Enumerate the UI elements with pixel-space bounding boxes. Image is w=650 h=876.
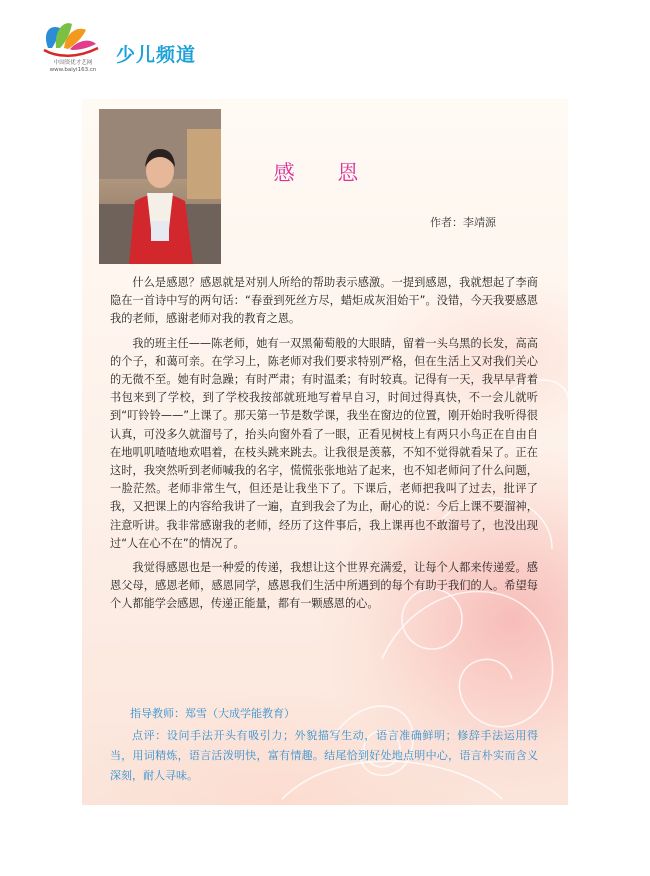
essay-paragraph: 什么是感恩？感恩就是对别人所给的帮助表示感激。一提到感恩，我就想起了李商隐在一首诗中写的两句话：“春蚕到死丝方尽，蜡炬成灰泪始干”。没错，今天我要感恩我的老师，感谢老师对我的教育之恩。 xyxy=(110,276,538,326)
teacher-credit: 指导教师：郑雪（大成学能教育） xyxy=(130,707,295,720)
channel-title[interactable]: 少儿频道 xyxy=(116,44,197,66)
essay-title: 感 恩 xyxy=(273,161,377,185)
essay-paragraph: 我的班主任——陈老师，她有一双黑葡萄般的大眼睛，留着一头乌黑的长发，高高的个子，和蔼可亲。在学习上，陈老师对我们要求特别严格，但在生活上又对我们关心的无微不至。她有时急躁；有时严肃；有时温柔；有时较真。记得有一天，我早早背着书包来到了学校，到了学校我按部就班地写着早自习，时间过得真快，不一会儿就听到“叮铃铃——”上课了。那天第一节是数学课，我坐在窗边的位置，刚开始时我听得很认真，可没多久就溜号了，抬头向窗外看了一眼，正看见树枝上有两只小鸟正在自由自在地叽叽喳喳地欢唱着，在枝头跳来跳去。让我很是羡慕，不知不觉得就看呆了。正在这时，我突然听到老师喊我的名字，慌慌张张地站了起来，也不知老师问了什么问题，一脸茫然。老师非常生气，但还是让我坐下了。下课后，老师把我叫了过去，批评了我，又把课上的内容给我讲了一遍，直到我会了为止，耐心的说：今后上课不要溜神，注意听讲。我非常感谢我的老师，经历了这件事后，我上课再也不敢溜号了，也没出现过“人在心不在”的情况了。 xyxy=(110,336,538,550)
logo-site-url: www.baiyi163.cn xyxy=(49,66,97,73)
site-logo-icon[interactable] xyxy=(38,18,102,64)
essay-author: 作者：李靖源 xyxy=(430,216,496,229)
essay-body xyxy=(110,274,538,620)
logo-site-name: 中国资优才艺网 xyxy=(53,60,93,66)
site-logo-text xyxy=(38,60,108,73)
essay-paragraph: 我觉得感恩也是一种爱的传递，我想让这个世界充满爱，让每个人都来传递爱。感恩父母，感恩老师，感恩同学，感恩我们生活中所遇到的每个有助于我们的人。希望每个人都能学会感恩，传递正能量，都有一颗感恩的心。 xyxy=(110,561,538,611)
essay-page xyxy=(82,99,568,805)
teacher-comment: 点评：设问手法开头有吸引力；外貌描写生动，语言准确鲜明；修辞手法运用得当，用词精炼，语言活泼明快，富有情趣。结尾恰到好处地点明中心，语言朴实而含义深刻，耐人寻味。 xyxy=(110,729,538,782)
